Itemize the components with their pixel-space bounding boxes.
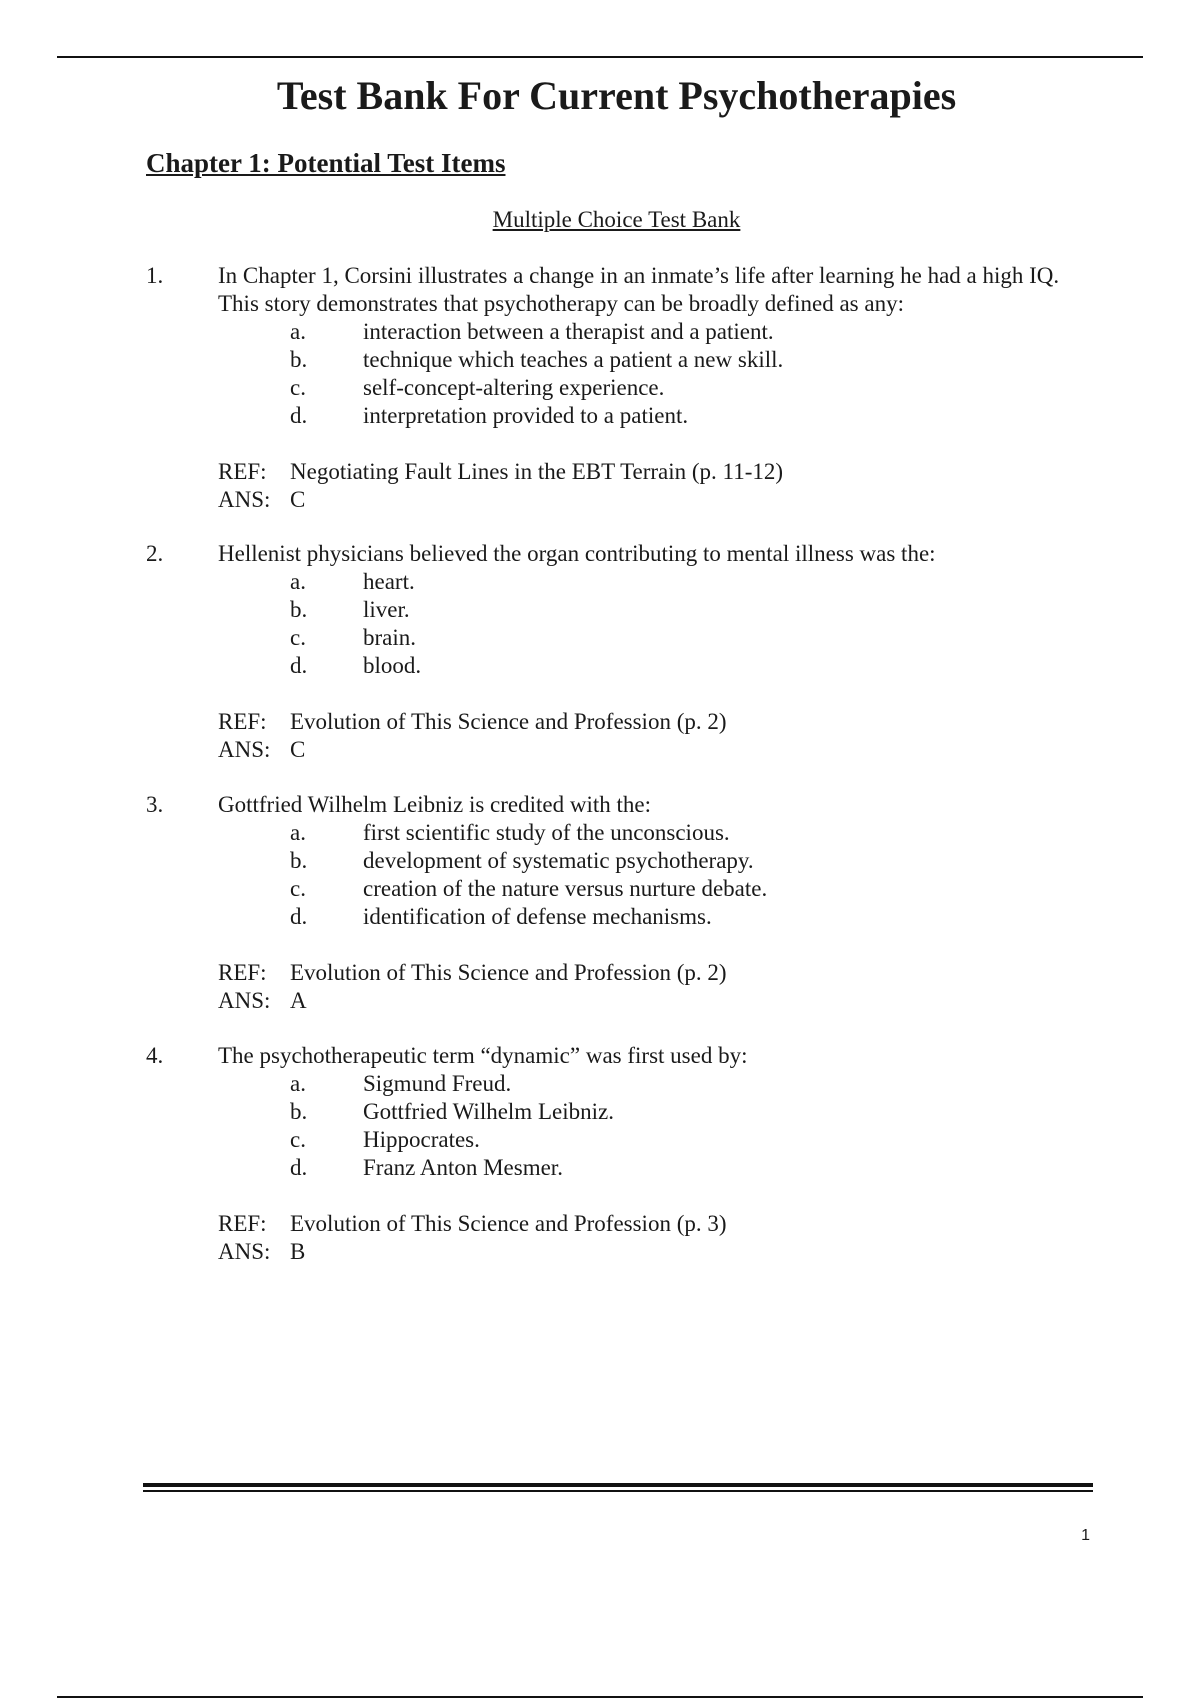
- ref-label: REF:: [218, 709, 267, 734]
- option-text: Hippocrates.: [363, 1127, 480, 1152]
- chapter-heading: Chapter 1: Potential Test Items: [146, 148, 506, 178]
- answer-option-d: [0, 402, 1200, 430]
- bottom-rule: [57, 1696, 1143, 1698]
- option-text: Franz Anton Mesmer.: [363, 1155, 563, 1180]
- answer-option-b: [0, 1098, 1200, 1126]
- answer-option-b: [0, 346, 1200, 374]
- ref-label: REF:: [218, 459, 267, 484]
- reference-line: [0, 708, 1200, 736]
- footer-rule: [143, 1483, 1093, 1495]
- option-letter: c.: [290, 1127, 306, 1152]
- option-letter: a.: [290, 1071, 306, 1096]
- option-text: blood.: [363, 653, 422, 678]
- question-number: 3.: [146, 792, 164, 817]
- option-letter: b.: [290, 597, 308, 622]
- ans-label: ANS:: [218, 487, 271, 512]
- ans-value: A: [290, 988, 307, 1013]
- question-stem: [218, 540, 1098, 568]
- option-text: brain.: [363, 625, 417, 650]
- answer-option-c: [0, 374, 1200, 402]
- reference-line: [0, 1210, 1200, 1238]
- option-letter: d.: [290, 904, 308, 929]
- question-stem-line: Gottfried Wilhelm Leibniz is credited with the:: [218, 792, 651, 817]
- option-letter: b.: [290, 848, 308, 873]
- option-text: technique which teaches a patient a new skill.: [363, 347, 784, 372]
- reference-line: [0, 959, 1200, 987]
- option-text: Gottfried Wilhelm Leibniz.: [363, 1099, 614, 1124]
- question-4: [0, 1042, 1200, 1264]
- section-heading: Multiple Choice Test Bank: [492, 207, 741, 232]
- option-text: interaction between a therapist and a patient.: [363, 319, 774, 344]
- question-number: 2.: [146, 541, 164, 566]
- question-stem-line: This story demonstrates that psychotherapy can be broadly defined as any:: [218, 291, 904, 316]
- answer-option-c: [0, 875, 1200, 903]
- answer-line: [0, 736, 1200, 764]
- option-text: first scientific study of the unconscious.: [363, 820, 730, 845]
- option-text: liver.: [363, 597, 410, 622]
- ans-label: ANS:: [218, 737, 271, 762]
- ref-value: Evolution of This Science and Profession (p. 3): [290, 1211, 727, 1236]
- question-stem: [218, 262, 1098, 318]
- ans-value: C: [290, 737, 306, 762]
- ref-value: Negotiating Fault Lines in the EBT Terrain (p. 11-12): [290, 459, 784, 484]
- option-letter: b.: [290, 1099, 308, 1124]
- option-letter: d.: [290, 403, 308, 428]
- answer-line: [0, 1238, 1200, 1266]
- ref-value: Evolution of This Science and Profession (p. 2): [290, 960, 727, 985]
- question-1: [0, 262, 1200, 512]
- option-letter: a.: [290, 569, 306, 594]
- answer-line: [0, 987, 1200, 1015]
- answer-option-b: [0, 847, 1200, 875]
- question-number: 4.: [146, 1043, 164, 1068]
- option-text: identification of defense mechanisms.: [363, 904, 712, 929]
- question-stem: [218, 1042, 1098, 1070]
- option-letter: d.: [290, 653, 308, 678]
- option-letter: a.: [290, 319, 306, 344]
- question-number: 1.: [146, 263, 164, 288]
- answer-option-d: [0, 1154, 1200, 1182]
- option-letter: c.: [290, 876, 306, 901]
- option-text: interpretation provided to a patient.: [363, 403, 689, 428]
- option-letter: a.: [290, 820, 306, 845]
- option-letter: b.: [290, 347, 308, 372]
- question-stem-line: In Chapter 1, Corsini illustrates a change in an inmate’s life after learning he had a high IQ.: [218, 263, 1060, 288]
- answer-option-a: [0, 568, 1200, 596]
- answer-line: [0, 486, 1200, 514]
- document-title: Test Bank For Current Psychotherapies: [276, 73, 957, 118]
- option-letter: c.: [290, 625, 306, 650]
- ans-value: B: [290, 1239, 306, 1264]
- ans-label: ANS:: [218, 1239, 271, 1264]
- reference-line: [0, 458, 1200, 486]
- question-stem: [218, 791, 1098, 819]
- option-text: development of systematic psychotherapy.: [363, 848, 754, 873]
- ref-value: Evolution of This Science and Profession (p. 2): [290, 709, 727, 734]
- answer-option-d: [0, 903, 1200, 931]
- answer-option-b: [0, 596, 1200, 624]
- option-text: creation of the nature versus nurture debate.: [363, 876, 768, 901]
- option-text: self-concept-altering experience.: [363, 375, 665, 400]
- page-number: 1: [1081, 1527, 1090, 1544]
- answer-option-d: [0, 652, 1200, 680]
- footer-rule-line: [143, 1490, 1093, 1492]
- footer-rule-line: [143, 1483, 1093, 1487]
- question-3: [0, 791, 1200, 1013]
- answer-option-c: [0, 624, 1200, 652]
- answer-option-a: [0, 819, 1200, 847]
- question-stem-line: The psychotherapeutic term “dynamic” was first used by:: [218, 1043, 748, 1068]
- ref-label: REF:: [218, 960, 267, 985]
- ans-label: ANS:: [218, 988, 271, 1013]
- option-letter: d.: [290, 1155, 308, 1180]
- option-text: heart.: [363, 569, 415, 594]
- ans-value: C: [290, 487, 306, 512]
- answer-option-a: [0, 318, 1200, 346]
- question-stem-line: Hellenist physicians believed the organ contributing to mental illness was the:: [218, 541, 936, 566]
- answer-option-a: [0, 1070, 1200, 1098]
- answer-option-c: [0, 1126, 1200, 1154]
- ref-label: REF:: [218, 1211, 267, 1236]
- question-2: [0, 540, 1200, 762]
- option-letter: c.: [290, 375, 306, 400]
- option-text: Sigmund Freud.: [363, 1071, 512, 1096]
